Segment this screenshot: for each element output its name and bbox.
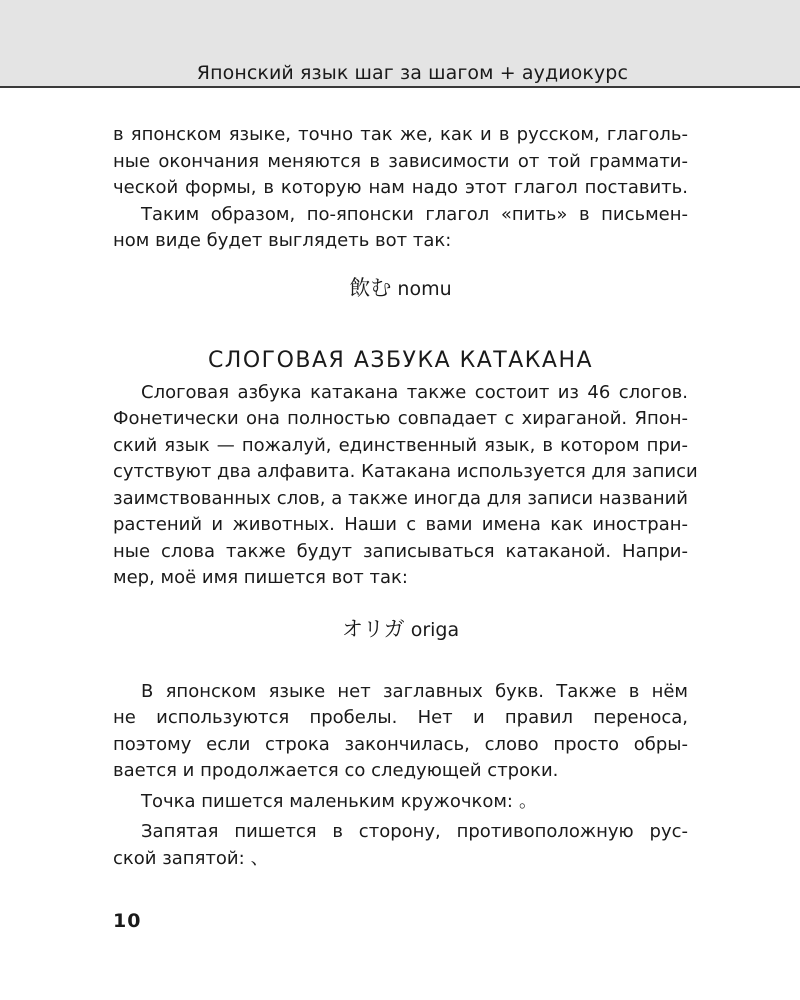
text-line: не используются пробелы. Нет и правил переноса, [113, 707, 688, 728]
text-line [113, 789, 688, 816]
section-heading: СЛОГОВАЯ АЗБУКА КАТАКАНА [207, 347, 594, 373]
text-line: в японском языке, точно так же, как и в русском, глаголь- [113, 124, 688, 145]
page-body [113, 122, 698, 872]
text-line [113, 846, 688, 873]
paragraph-verb-endings [113, 122, 688, 202]
text-line: Таким образом, по-японски глагол «пить» в письмен- [141, 203, 688, 225]
text-line: заимствованных слов, а также иногда для записи названий [113, 487, 688, 509]
paragraph-writing-rules [113, 679, 688, 785]
japanese-comma-mark: 、 [250, 847, 269, 869]
running-header [0, 0, 800, 88]
text-line: вается и продолжается со следующей строки. [113, 760, 559, 781]
book-title: Японский язык шаг за шагом + аудиокурс [196, 62, 628, 84]
text-line: Слоговая азбука катакана также состоит из 46 слогов. [141, 381, 688, 403]
example-romaji: nomu [397, 277, 452, 300]
example-nomu [113, 275, 688, 302]
example-kanji: 飲む [349, 275, 392, 300]
comma-text: ской запятой: [113, 847, 245, 869]
example-romaji: origa [410, 618, 460, 641]
text-line: Фонетически она полностью совпадает с хираганой. Япон- [113, 408, 688, 429]
text-line: Запятая пишется в сторону, противоположную рус- [141, 821, 688, 842]
paragraph-drink-verb [113, 202, 688, 255]
paragraph-period [113, 789, 688, 816]
text-line: ные слова также будут записываться катаканой. Напри- [113, 540, 688, 562]
example-katakana: オリガ [341, 616, 405, 641]
period-text: Точка пишется маленьким кружочком: [141, 790, 513, 812]
paragraph-comma [113, 819, 688, 872]
text-line: ные окончания меняются в зависимости от той граммати- [113, 150, 688, 172]
text-line: мер, моё имя пишется вот так: [113, 567, 408, 588]
text-line: поэтому если строка закончилась, слово просто обры- [113, 733, 688, 755]
paragraph-katakana [113, 380, 698, 592]
japanese-period-mark: 。 [519, 790, 537, 812]
text-line: В японском языке нет заглавных букв. Также в нём [141, 680, 688, 702]
text-line: ский язык — пожалуй, единственный язык, в котором при- [113, 434, 688, 456]
text-line: растений и животных. Наши с вами имена как иностран- [113, 514, 688, 535]
example-origa [113, 616, 688, 643]
text-line: ческой формы, в которую нам надо этот глагол поставить. [113, 177, 688, 198]
text-line: ном виде будет выглядеть вот так: [113, 230, 452, 251]
text-line: сутствуют два алфавита. Катакана используется для записи [113, 461, 698, 482]
page-number: 10 [113, 910, 142, 932]
